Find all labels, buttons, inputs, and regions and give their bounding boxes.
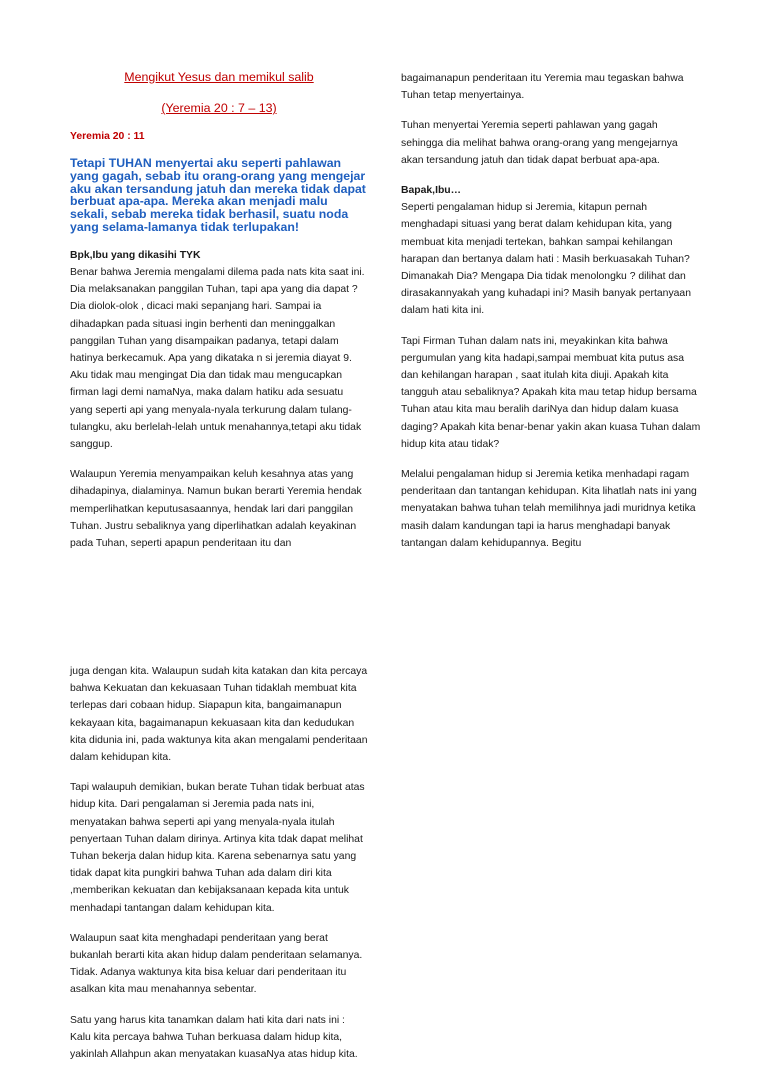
greeting-heading: Bpk,Ibu yang dikasihi TYK bbox=[70, 249, 201, 261]
paragraph: Satu yang harus kita tanamkan dalam hati kita dari nats ini : Kalu kita percaya bahwa Tuhan berkuasa dalam hidup kita, yakinlah Allahpun akan menyatakan kuasaNya atas hidup kita. bbox=[70, 1014, 358, 1061]
paragraph: bagaimanapun penderitaan itu Yeremia mau tegaskan bahwa Tuhan tetap menyertainya. bbox=[401, 73, 684, 102]
verse-reference: Yeremia 20 : 11 bbox=[70, 131, 145, 142]
left-column-bottom bbox=[70, 663, 368, 1076]
document-title: Mengikut Yesus dan memikul salib bbox=[124, 70, 314, 84]
paragraph: Seperti pengalaman hidup si Jeremia, kitapun pernah menghadapi situasi yang berat dalam kehidupan kita, yang membuat kita menjadi tertekan, bahkan sampai kehilangan harapan dan bertanya dalam hati : Masih berkuasakah Tuhan? Dimanakah Dia? Mengapa Dia tidak menolongku ? dilihat dan dirasakannyakah yang kuhadapi ini? Masih banyak pertanyaan dalam hati kita ini. bbox=[401, 202, 691, 317]
left-column-top bbox=[70, 68, 368, 565]
verse-text: Tetapi TUHAN menyertai aku seperti pahlawan yang gagah, sebab itu orang-orang yang mengejar aku akan tersandung jatuh dan mereka tidak dapat berbuat apa-apa. Mereka akan menjadi malu sekali, sebab mereka tidak berhasil, suatu noda yang selama-lamanya tidak terlupakan! bbox=[70, 156, 366, 234]
paragraph: Walaupun Yeremia menyampaikan keluh kesahnya atas yang dihadapinya, dialaminya. Namun bukan berarti Yeremia hendak memperlihatkan keputusasaannya, hendak lari dari panggilan Tuhan. Justru sebaliknya yang diperlihatkan adalah keyakinan pada Tuhan, seperti apapun penderitaan itu dan bbox=[70, 469, 362, 550]
paragraph: Walaupun saat kita menghadapi penderitaan yang berat bukanlah berarti kita akan hidup dalam penderitaan selamanya. Tidak. Adanya waktunya kita bisa keluar dari penderitaan itu asalkan kita mau menahannya sebentar. bbox=[70, 932, 363, 996]
paragraph: Benar bahwa Jeremia mengalami dilema pada nats kita saat ini. Dia melaksanakan panggilan Tuhan, tapi apa yang dia dapat ? Dia diolok-olok , dicaci maki sepanjang hari. Sampai ia dihadapkan pada situasi ingin berhenti dan meninggalkan panggilan Tuhan yang disampaikan padanya, tetapi dalam hatinya berkecamuk. Apa yang dikataka n si jeremia diayat 9. Aku tidak mau mengingat Dia dan tidak mau mengucapkan firman lagi demi namaNya, maka dalam hatiku ada sesuatu yang seperti api yang menyala-nyala terkurung dalam tulang-tulangku, aku berlelah-lelah untuk menahannya,tetapi aku tidak sanggup. bbox=[70, 266, 365, 451]
document-subtitle: (Yeremia 20 : 7 – 13) bbox=[161, 101, 277, 115]
paragraph: Tapi Firman Tuhan dalam nats ini, meyakinkan kita bahwa pergumulan yang kita hadapi,sampai membuat kita putus asa dan kehilangan harapan , saat itulah kita diuji. Apakah kita tangguh atau sebaliknya? Apakah kita mau tetap hidup bersama Tuhan atau kita mau beralih dariNya dan hidup dalam kuasa daging? Apakah kita benar-benar yakin akan kuasa Tuhan dalam hidup kita atau tidak? bbox=[401, 335, 701, 450]
section-heading: Bapak,Ibu… bbox=[401, 185, 462, 197]
paragraph: Tapi walaupuh demikian, bukan berate Tuhan tidak berbuat atas hidup kita. Dari pengalaman si Jeremia pada nats ini, menyatakan bahwa seperti api yang menyala-nyala itulah penyertaan Tuhan dalam dirinya. Artinya kita tdak dapat melihat Tuhan bekerja dalan hidup kita. Karena sebenarnya satu yang tidak dapat kita pungkiri bahwa Tuhan ada dalam diri kita ,memberikan kekuatan dan kebijaksanaan kepada kita untuk menhadapi tantangan dalam kehidupan kita. bbox=[70, 782, 365, 914]
right-column-top bbox=[401, 70, 701, 565]
paragraph: Melalui pengalaman hidup si Jeremia ketika menhadapi ragam penderitaan dan tantangan kehidupan. Kita lihatlah nats ini yang menyatakan bahwa tuhan telah memilihnya jadi muridnya ketika masih dalam kandungan tapi ia harus menghadapi banyak tantangan dalam kehidupannya. Begitu bbox=[401, 469, 697, 549]
paragraph: Tuhan menyertai Yeremia seperti pahlawan yang gagah sehingga dia melihat bahwa orang-orang yang mengejarnya akan tersandung jatuh dan tidak dapat berbuat apa-apa. bbox=[401, 120, 678, 166]
paragraph: juga dengan kita. Walaupun sudah kita katakan dan kita percaya bahwa Kekuatan dan kekuasaan Tuhan tidaklah membuat kita terlepas dari cobaan hidup. Siapapun kita, bangaimanapun kekayaan kita, bagaimanapun kekuasaan kita dan kedudukan kita didunia ini, pada waktunya kita akan mengalami penderitaan dalam kehidupan kita. bbox=[70, 666, 368, 764]
